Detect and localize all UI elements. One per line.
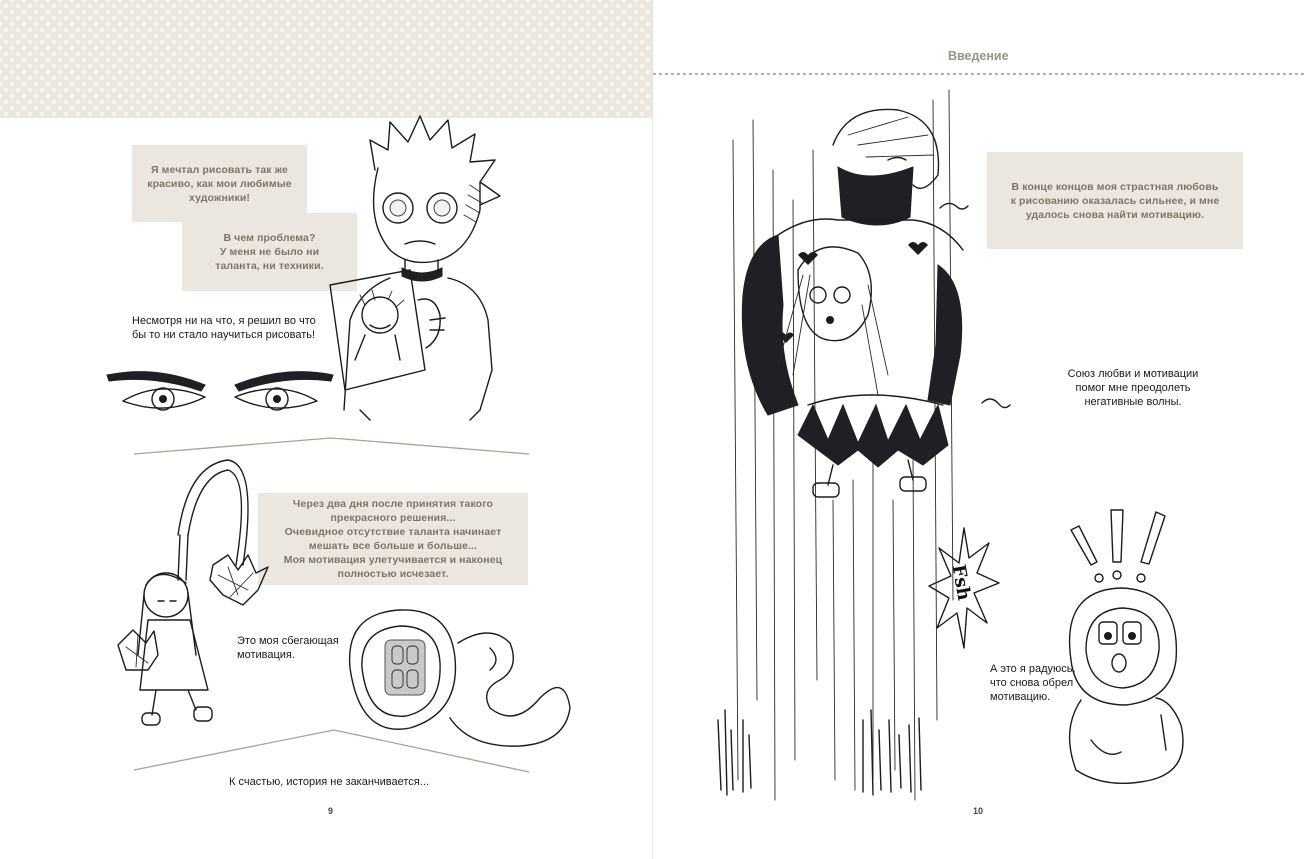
boy-holding-drawing-illustration [330,110,520,420]
panel-divider-top [134,436,529,456]
decorative-checker-band [0,0,652,118]
caption-dream: Я мечтал рисовать так же красиво, как мои любимые художники! [132,145,307,222]
text-decided: Несмотря ни на что, я решил во что бы то ни стало научиться рисовать! [132,315,316,341]
pointer-squiggle-top [938,198,968,218]
sleeping-figure-illustration [340,598,575,748]
angry-eyes-illustration [105,365,335,425]
caption-two-days: Через два дня после принятия такого прекрасного решения... Очевидное отсутствие таланта начинает мешать все больше и больше... Моя мотивация улетучивается и наконец полностью исчезает. [258,493,528,585]
text-fortunately: К счастью, история не заканчивается... [229,776,429,788]
section-title: Введение [948,49,1009,63]
text-joy: А это я радуюсь, что снова обрел мотивацию. [990,663,1076,703]
ninja-carrying-girl-illustration [738,105,978,505]
text-union: Союз любви и мотивации помог мне преодолеть негативные волны. [1067,368,1199,408]
page-number-left: 9 [328,806,334,816]
panel-divider-bottom [134,728,529,774]
left-page [0,0,652,859]
page-number-right: 10 [973,806,984,816]
girl-with-pompoms-illustration [118,455,273,735]
right-page [652,0,1305,859]
caption-problem: В чем проблема? У меня не было ни таланта, ни техники. [182,213,357,291]
text-running-motivation: Это моя сбегающая мотивация. [237,635,339,661]
sfx-text: Fsh [947,562,975,603]
pointer-squiggle-bottom [980,395,1010,415]
title-dotted-rule [653,70,1305,78]
caption-passion: В конце концов моя страстная любовь к рисованию оказалась сильнее, и мне удалось снова найти мотивацию. [987,152,1243,249]
excited-hooded-figure-illustration [1051,500,1211,790]
